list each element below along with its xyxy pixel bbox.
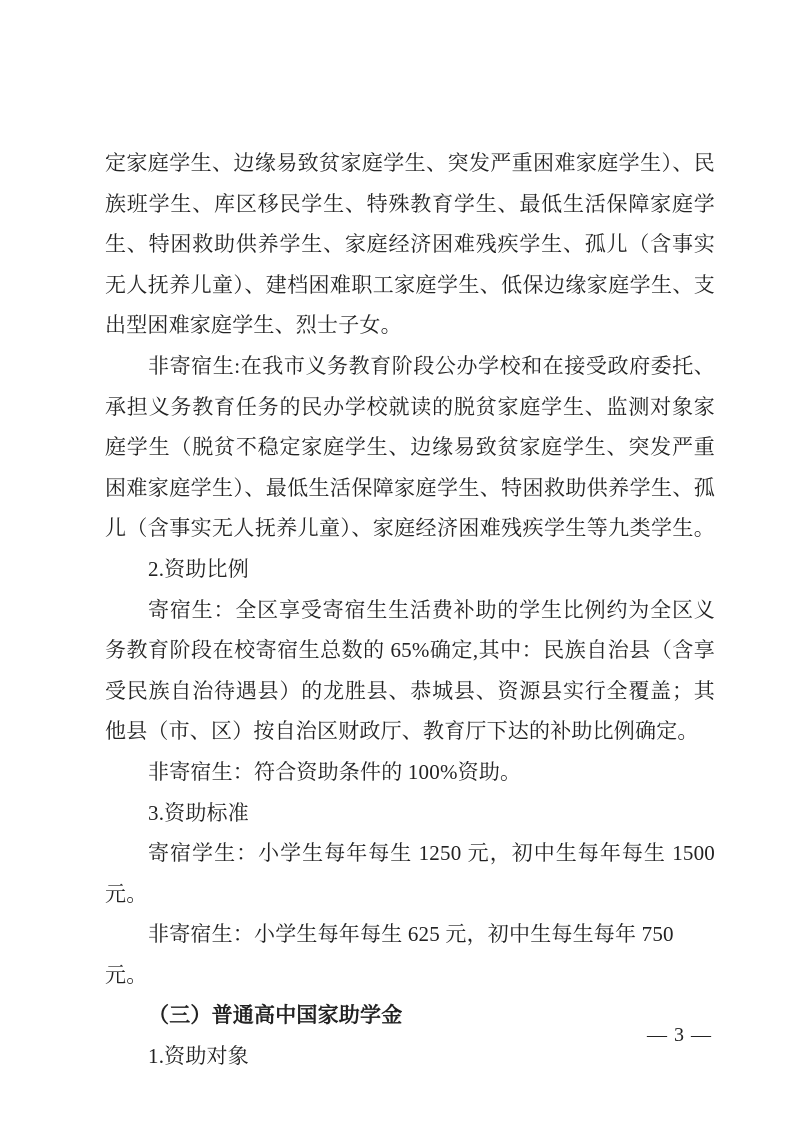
text-line: 非寄宿生：符合资助条件的 100%资助。 — [148, 759, 522, 784]
text-line: 非寄宿生：小学生每年每生 625 元，初中生每生每年 750 元。 — [105, 922, 674, 987]
text-line: 1.资助对象 — [148, 1044, 249, 1069]
text-line: 务教育阶段在校寄宿生总数的 65%确定,其中：民族自治县（含享 — [105, 638, 715, 663]
text-line: 3.资助标准 — [148, 800, 249, 825]
section-heading-line: （三）普通高中国家助学金 — [148, 1003, 403, 1028]
text-line: 生、特困救助供养学生、家庭经济困难残疾学生、孤儿（含事实 — [105, 232, 715, 257]
text-line: 儿（含事实无人抚养儿童）、家庭经济困难残疾学生等九类学生。 — [105, 516, 715, 541]
text-line: 非寄宿生:在我市义务教育阶段公办学校和在接受政府委托、 — [148, 353, 715, 378]
text-line: 无人抚养儿童）、建档困难职工家庭学生、低保边缘家庭学生、支 — [105, 272, 715, 297]
text-line: 2.资助比例 — [148, 556, 249, 581]
text-line: 元。 — [105, 881, 148, 906]
text-line: 寄宿生：全区享受寄宿生生活费补助的学生比例约为全区义 — [148, 597, 715, 622]
page-number: — 3 — — [647, 1024, 712, 1046]
text-line: 出型困难家庭学生、烈士子女。 — [105, 313, 402, 338]
text-line: 他县（市、区）按自治区财政厅、教育厅下达的补助比例确定。 — [105, 719, 699, 744]
text-line: 族班学生、库区移民学生、特殊教育学生、最低生活保障家庭学 — [105, 191, 715, 216]
text-line: 承担义务教育任务的民办学校就读的脱贫家庭学生、监测对象家 — [105, 394, 715, 419]
text-line: 受民族自治待遇县）的龙胜县、恭城县、资源县实行全覆盖；其 — [105, 678, 715, 703]
text-line: 定家庭学生、边缘易致贫家庭学生、突发严重困难家庭学生）、民 — [105, 151, 715, 175]
text-line: 庭学生（脱贫不稳定家庭学生、边缘易致贫家庭学生、突发严重 — [105, 435, 715, 460]
text-line: 寄宿学生：小学生每年每生 1250 元，初中生每年每生 1500 — [148, 841, 715, 866]
text-line: 困难家庭学生）、最低生活保障家庭学生、特困救助供养学生、孤 — [105, 475, 715, 500]
document-body — [105, 143, 715, 1077]
